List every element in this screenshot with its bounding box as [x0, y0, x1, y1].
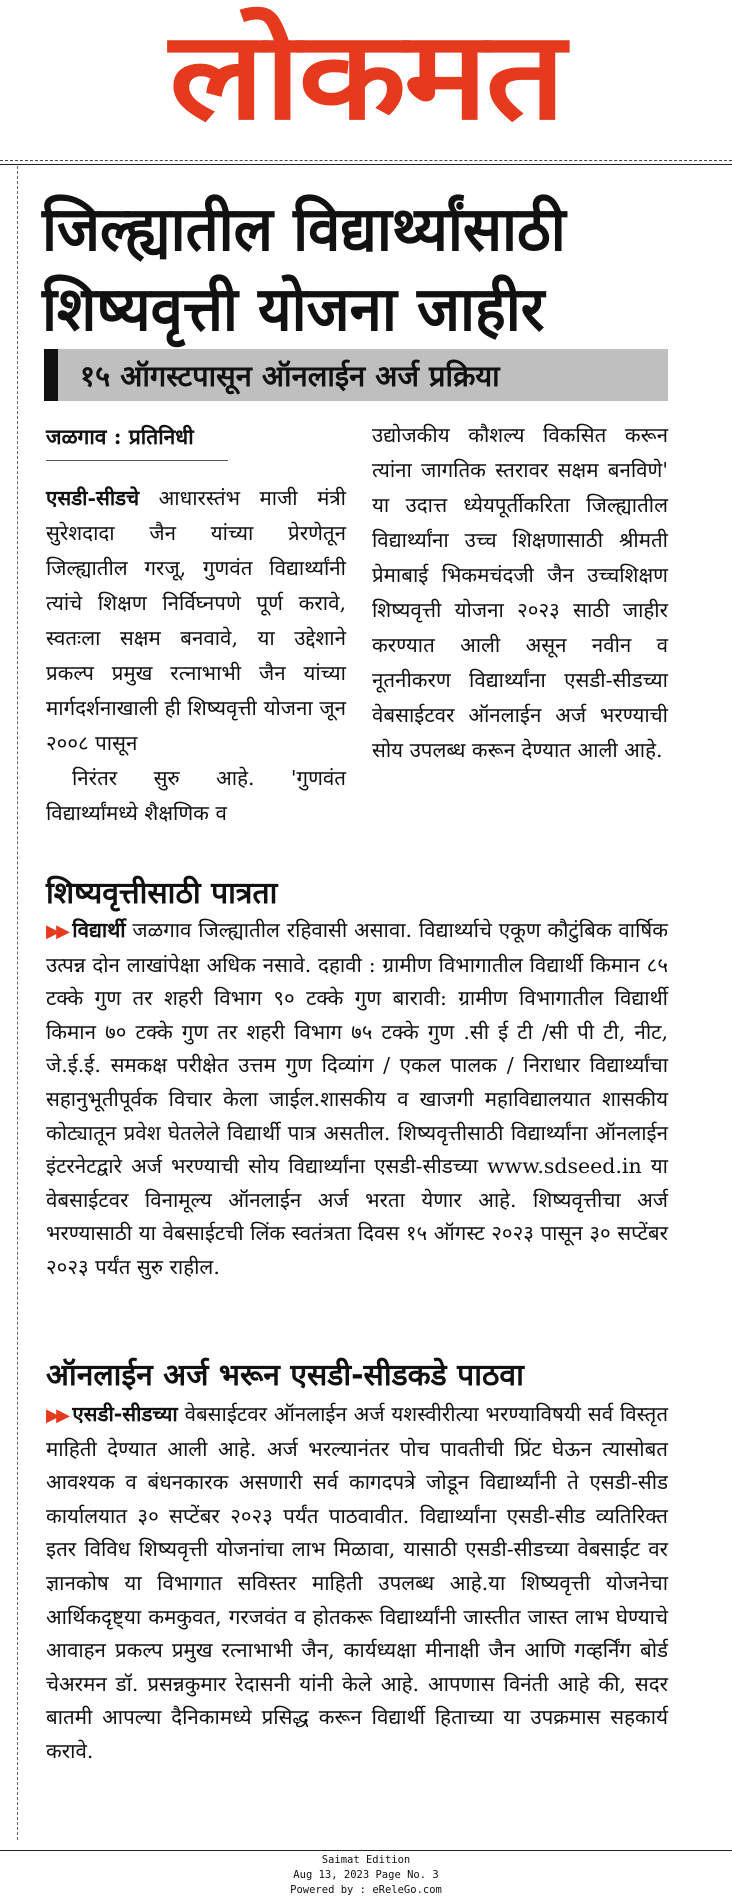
section-submit-text: वेबसाईटवर ऑनलाईन अर्ज यशस्वीरीत्या भरण्याविषयी सर्व विस्तृत माहिती देण्यात आली आहे. अर्ज भरल्यानंतर पोच पावतीची प्रिंट घेऊन त्यासोबत आवश्यक व बंधनकारक असणारी सर्व कागदपत्रे जोडून विद्यार्थ्यांनी ते एसडी-सीड कार्यालयात ३० सप्टेंबर २०२३ पर्यंत पाठवावीत. विद्यार्थ्यांना एसडी-सीड व्यतिरिक्त इतर विविध शिष्यवृत्ती योजनांचा लाभ मिळावा, यासाठी एसडी-सीडच्या वेबसाईट वर ज्ञानकोष या विभागात सविस्तर माहिती उपलब्ध आहे.या शिष्यवृत्ती योजनेचा आर्थिकदृष्ट्या कमकुवत, गरजवंत व होतकरू विद्यार्थ्यांनी जास्तीत जास्त लाभ घेण्याचे आवाहन प्रकल्प प्रमुख रत्नाभाभी जैन, कार्यध्यक्षा मीनाक्षी जैन आणि गव्हर्निंग बोर्ड चेअरमन डॉ. प्रसन्नकुमार रेदासनी यांनी केले आहे. आपणास विनंती आहे की, सदर बातमी आपल्या दैनिकामध्ये प्रसिद्ध करून विद्यार्थी हिताच्या या उपक्रमास सहकार्य करावे.: [46, 1402, 668, 1763]
section-eligibility-text: जळगाव जिल्ह्यातील रहिवासी असावा. विद्यार्थ्याचे एकूण कौटुंबिक वार्षिक उत्पन्न दोन लाखांपेक्षा अधिक नसावे. दहावी : ग्रामीण विभागातील विद्यार्थी किमान ८५ टक्के गुण तर शहरी विभाग ९० टक्के गुण बारावी: ग्रामीण विभागातील विद्यार्थी किमान ७० टक्के गुण तर शहरी विभाग ७५ टक्के गुण .सी ई टी /सी पी टी, नीट, जे.ई.ई. समकक्ष परीक्षेत उत्तम गुण दिव्यांग / एकल पालक / निराधार विद्यार्थ्यांचा सहानुभूतीपूर्वक विचार केला जाईल.शासकीय व खाजगी महाविद्यालयात शासकीय कोट्यातून प्रवेश घेतलेले विद्यार्थी पात्र असतील. शिष्यवृत्तीसाठी विद्यार्थ्यांना ऑनलाईन इंटरनेटद्वारे अर्ज भरण्याची सोय विद्यार्थ्यांना एसडी-सीडच्या www.sdseed.in या वेबसाईटवर विनामूल्य ऑनलाईन अर्ज भरता येणार आहे. शिष्यवृत्तीचा अर्ज भरण्यासाठी या वेबसाईटची लिंक स्वतंत्रता दिवस १५ ऑगस्ट २०२३ पासून ३० सप्टेंबर २०२३ पर्यंत सुरु राहील.: [46, 918, 668, 1279]
footer-date-page: Aug 13, 2023 Page No. 3: [293, 1869, 439, 1881]
intro-paragraph-3: उद्योजकीय कौशल्य विकसित करून त्यांना जागतिक स्तरावर सक्षम बनविणे' या उदात्त ध्येयपूर्तीकरिता जिल्ह्यातील विद्यार्थ्यांना उच्च शिक्षणासाठी श्रीमती प्रेमाबाई भिकमचंदजी जैन उच्चशिक्षण शिष्यवृत्ती योजना २०२३ साठी जाहीर करण्यात आली असून नवीन व नूतनीकरण विद्यार्थ्यांना एसडी-सीडच्या वेबसाईटवर ऑनलाईन अर्ज भरण्याची सोय उपलब्ध करून देण्यात आली आहे.: [372, 423, 668, 762]
byline: जळगाव : प्रतिनिधी: [46, 418, 228, 461]
article-column-right: [372, 418, 668, 768]
headline-line-2: शिष्यवृत्ती योजना जाहीर: [42, 274, 545, 345]
section-eligibility-lead: विद्यार्थी: [72, 918, 126, 942]
newspaper-logo: लोकमत: [169, 3, 563, 147]
divider-top: [0, 160, 732, 161]
intro-paragraph-2: निरंतर सुरु आहे. 'गुणवंत विद्यार्थ्यांमध्ये शैक्षणिक व: [46, 766, 346, 825]
section-submit-heading: ऑनलाईन अर्ज भरून एसडी-सीडकडे पाठवा: [46, 1358, 524, 1393]
footer-edition: Saimat Edition: [321, 1854, 411, 1866]
intro-lead: एसडी-सीडचे: [46, 486, 140, 510]
headline-line-1: जिल्ह्यातील विद्यार्थ्यांसाठी: [42, 194, 566, 265]
divider-bottom: [0, 1850, 732, 1851]
section-submit-lead: एसडी-सीडच्या: [72, 1402, 178, 1426]
headline: [42, 190, 642, 350]
double-arrow-icon: ▶▶: [46, 1405, 67, 1426]
subhead-text: १५ ऑगस्टपासून ऑनलाईन अर्ज प्रक्रिया: [80, 358, 500, 393]
footer: [0, 1853, 732, 1898]
double-arrow-icon: ▶▶: [46, 921, 67, 942]
divider-left: [17, 166, 18, 1840]
subhead-bar: [44, 349, 668, 401]
article-column-left: [46, 418, 346, 831]
section-eligibility-heading: शिष्यवृत्तीसाठी पात्रता: [46, 876, 278, 911]
section-eligibility-body: [46, 914, 668, 1285]
masthead: [0, 0, 732, 158]
intro-text: आधारस्तंभ माजी मंत्री सुरेशदादा जैन यांच्या प्रेरणेतून जिल्ह्यातील गरजू, गुणवंत विद्यार्थ्यांनी त्यांचे शिक्षण निर्विघ्नपणे पूर्ण करावे, स्वतःला सक्षम बनवावे, या उद्देशाने प्रकल्प प्रमुख रत्नाभाभी जैन यांच्या मार्गदर्शनाखाली ही शिष्यवृत्ती योजना जून २००८ पासून: [46, 486, 346, 755]
intro-paragraph: [46, 481, 346, 761]
divider-top-solid: [0, 164, 732, 165]
section-submit-body: [46, 1398, 668, 1769]
footer-powered: Powered by : eReleGo.com: [290, 1884, 442, 1896]
